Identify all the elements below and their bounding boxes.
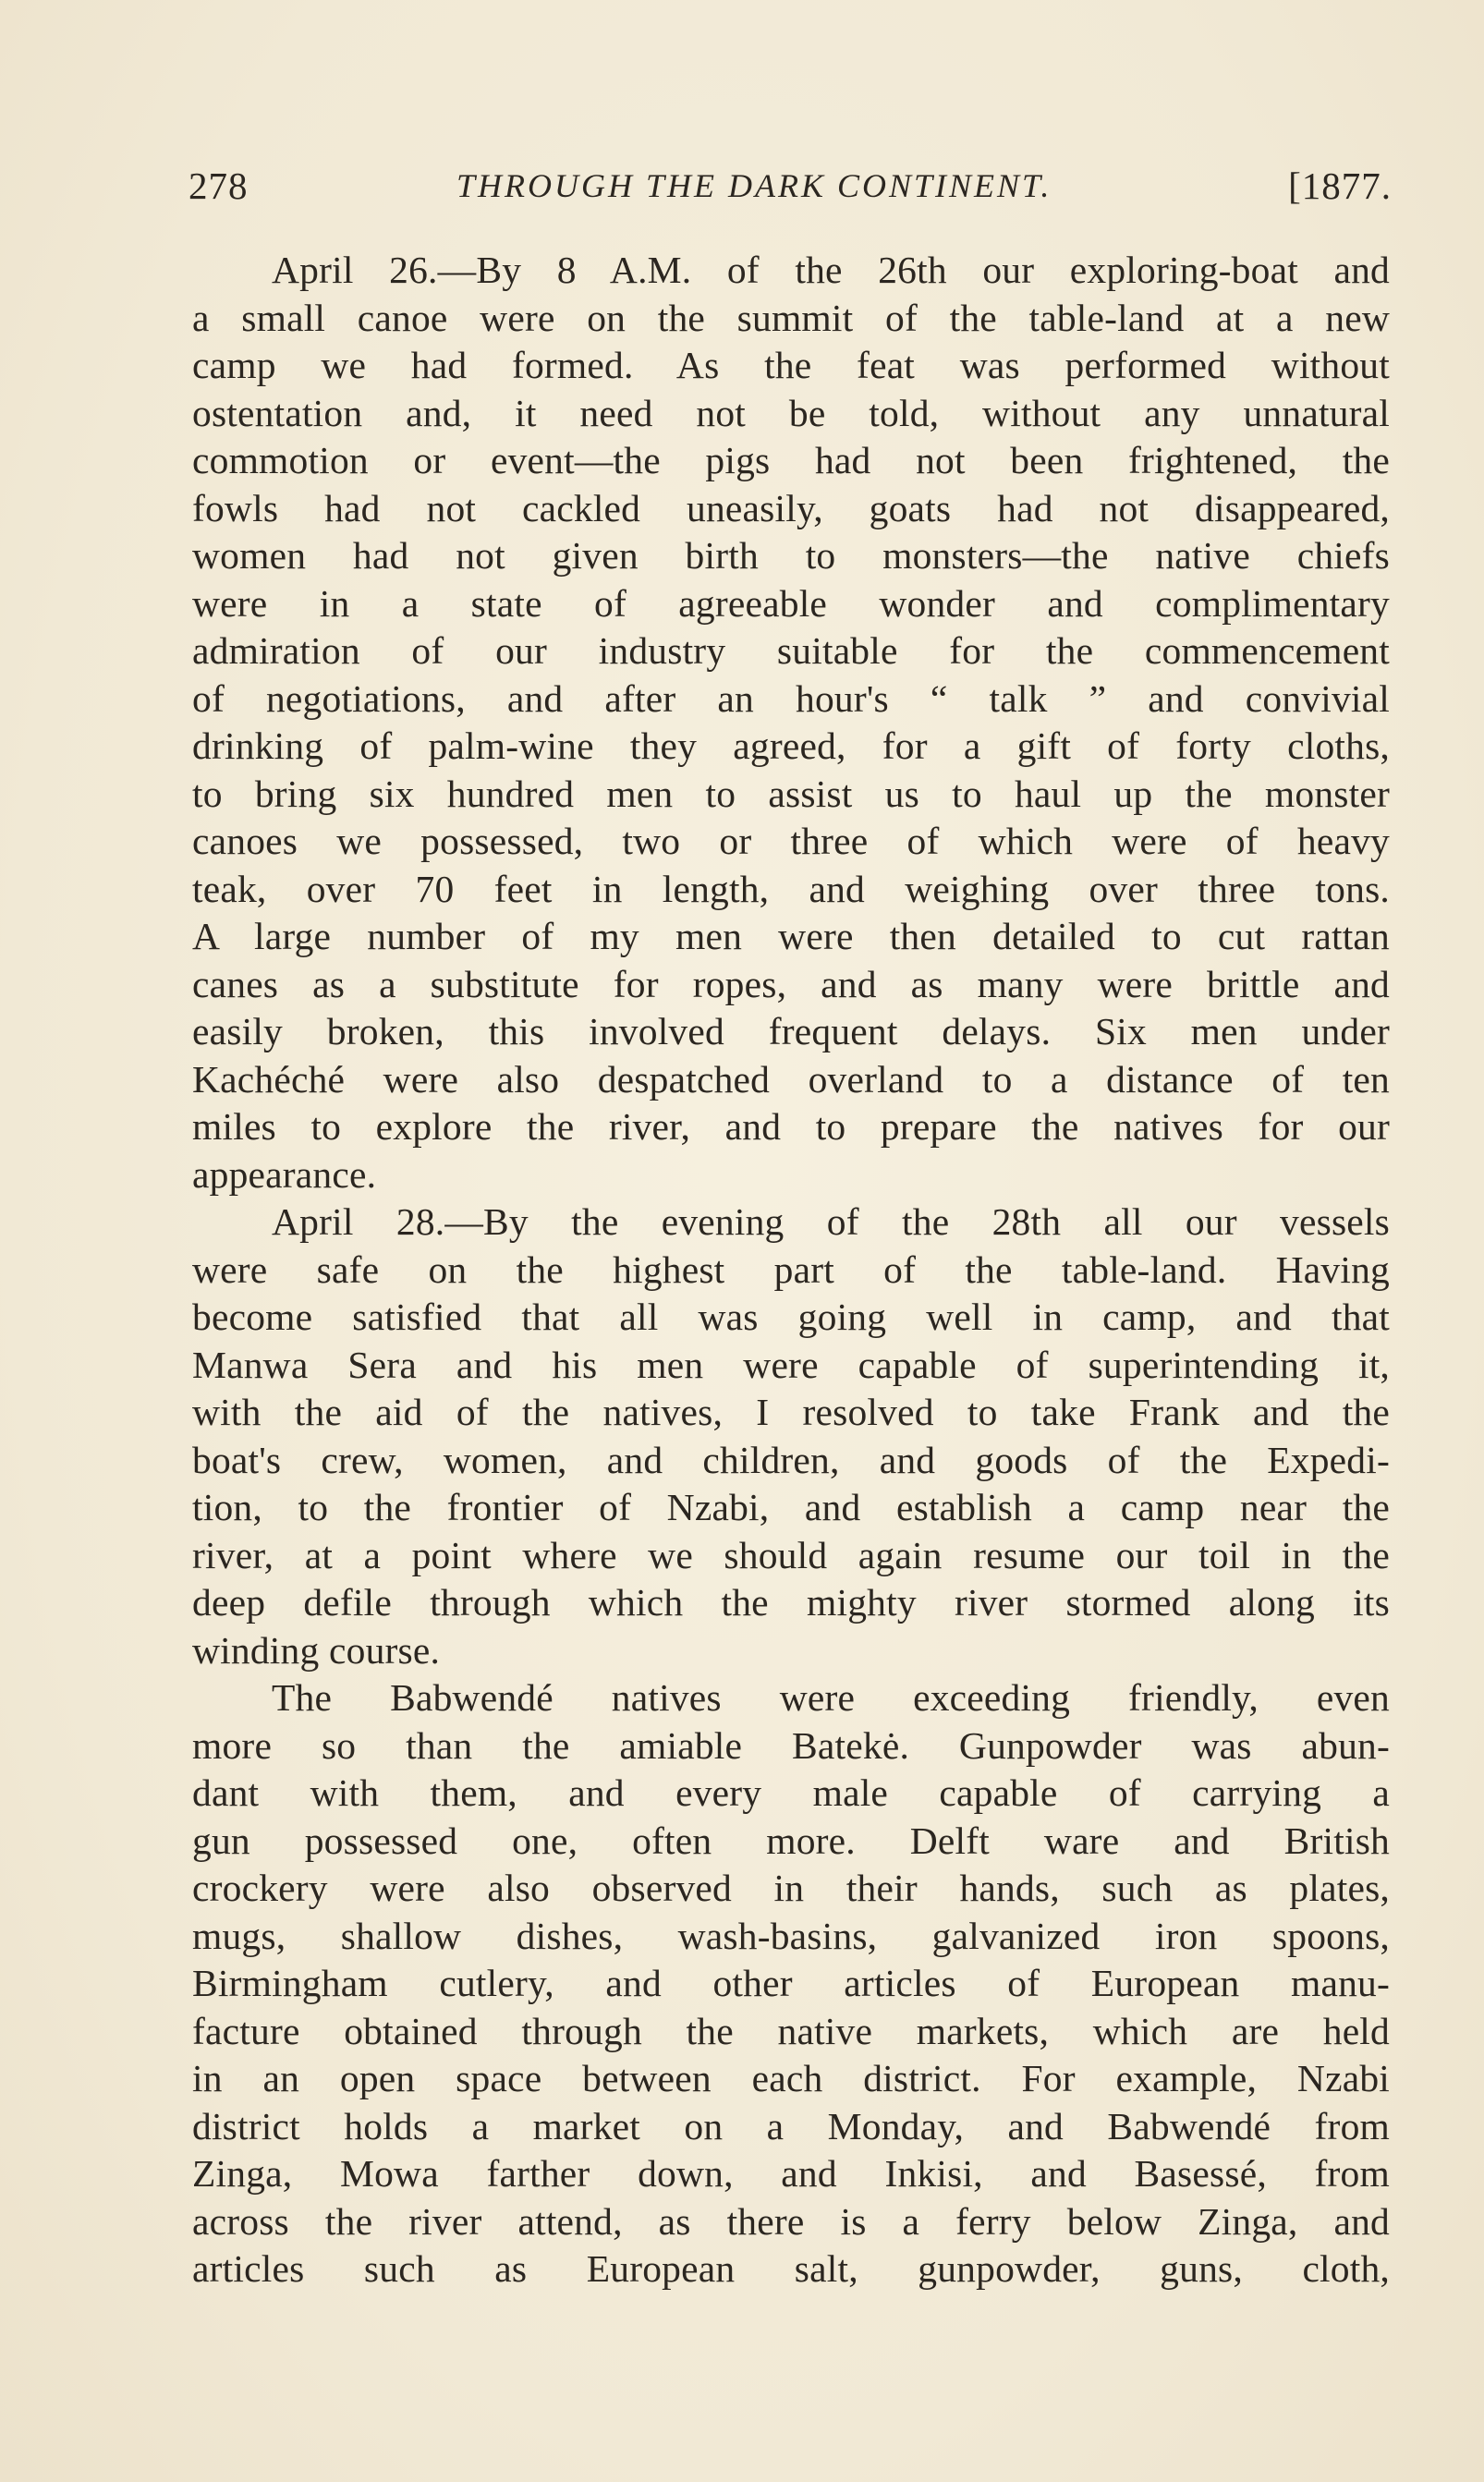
text-line: canoes we possessed, two or three of which were of heavy xyxy=(192,820,1390,862)
text-line: dant with them, and every male capable of carrying a xyxy=(192,1771,1390,1814)
text-line: become satisfied that all was going well in camp, and that xyxy=(192,1296,1390,1338)
running-head xyxy=(189,163,1392,209)
text-line: The Babwendé natives were exceeding friendly, even xyxy=(272,1676,1390,1719)
text-line: river, at a point where we should again resume our toil in the xyxy=(192,1533,1390,1576)
text-line: tion, to the frontier of Nzabi, and establish a camp near the xyxy=(192,1486,1390,1528)
text-line: April 28.—By the evening of the 28th all our vessels xyxy=(272,1200,1390,1243)
text-line: were safe on the highest part of the table-land. Having xyxy=(192,1247,1390,1291)
text-line: drinking of palm-wine they agreed, for a gift of forty cloths, xyxy=(192,724,1390,767)
text-line: gun possessed one, often more. Delft ware and British xyxy=(192,1819,1390,1862)
text-line: miles to explore the river, and to prepare the natives for our xyxy=(192,1105,1390,1148)
text-line: mugs, shallow dishes, wash-basins, galvanized iron spoons, xyxy=(192,1914,1390,1957)
text-line: facture obtained through the native markets, which are held xyxy=(192,2009,1390,2052)
text-line: easily broken, this involved frequent delays. Six men under xyxy=(192,1010,1390,1052)
text-line: deep defile through which the mighty river stormed along its xyxy=(192,1581,1390,1624)
text-line: to bring six hundred men to assist us to haul up the monster xyxy=(192,772,1390,815)
body-text xyxy=(192,247,1390,2293)
text-line: Zinga, Mowa farther down, and Inkisi, and Basessé, from xyxy=(192,2152,1390,2195)
text-line: boat's crew, women, and children, and goods of the Expedi- xyxy=(192,1438,1390,1481)
text-line: camp we had formed. As the feat was performed without xyxy=(192,344,1390,386)
text-line: across the river attend, as there is a ferry below Zinga, and xyxy=(192,2199,1390,2243)
text-line: fowls had not cackled uneasily, goats had not disappeared, xyxy=(192,486,1390,529)
text-line: women had not given birth to monsters—the native chiefs xyxy=(192,534,1390,577)
running-year: [1877. xyxy=(1288,164,1392,207)
text-line: articles such as European salt, gunpowder, guns, cloth, xyxy=(192,2247,1390,2290)
text-line: of negotiations, and after an hour's “ talk ” and convivial xyxy=(192,676,1390,720)
text-line: crockery were also observed in their hands, such as plates, xyxy=(192,1867,1390,1909)
page-number: 278 xyxy=(189,164,249,207)
text-line: were in a state of agreeable wonder and complimentary xyxy=(192,581,1390,625)
text-line: commotion or event—the pigs had not been frightened, the xyxy=(192,439,1390,481)
running-title: THROUGH THE DARK CONTINENT. xyxy=(456,167,1052,204)
text-line: winding course. xyxy=(192,1628,441,1672)
text-line: in an open space between each district. For example, Nzabi xyxy=(192,2057,1390,2099)
text-line: with the aid of the natives, I resolved to take Frank and the xyxy=(192,1391,1390,1433)
text-line: admiration of our industry suitable for the commencement xyxy=(192,629,1390,672)
text-line: Kachéché were also despatched overland to a distance of ten xyxy=(192,1057,1390,1101)
text-line: a small canoe were on the summit of the table-land at a new xyxy=(192,296,1390,339)
text-line: Manwa Sera and his men were capable of superintending it, xyxy=(192,1343,1390,1386)
text-line: district holds a market on a Monday, and Babwendé from xyxy=(192,2104,1390,2147)
text-line: A large number of my men were then detailed to cut rattan xyxy=(192,915,1390,957)
text-line: appearance. xyxy=(192,1152,377,1196)
text-line: more so than the amiable Batekė. Gunpowder was abun- xyxy=(192,1723,1390,1767)
text-line: canes as a substitute for ropes, and as many were brittle and xyxy=(192,962,1390,1005)
text-line: teak, over 70 feet in length, and weighing over three tons. xyxy=(192,867,1390,910)
text-line: Birmingham cutlery, and other articles of European manu- xyxy=(192,1962,1390,2004)
text-line: April 26.—By 8 A.M. of the 26th our exploring-boat and xyxy=(272,249,1390,291)
text-line: ostentation and, it need not be told, without any unnatural xyxy=(192,391,1390,434)
